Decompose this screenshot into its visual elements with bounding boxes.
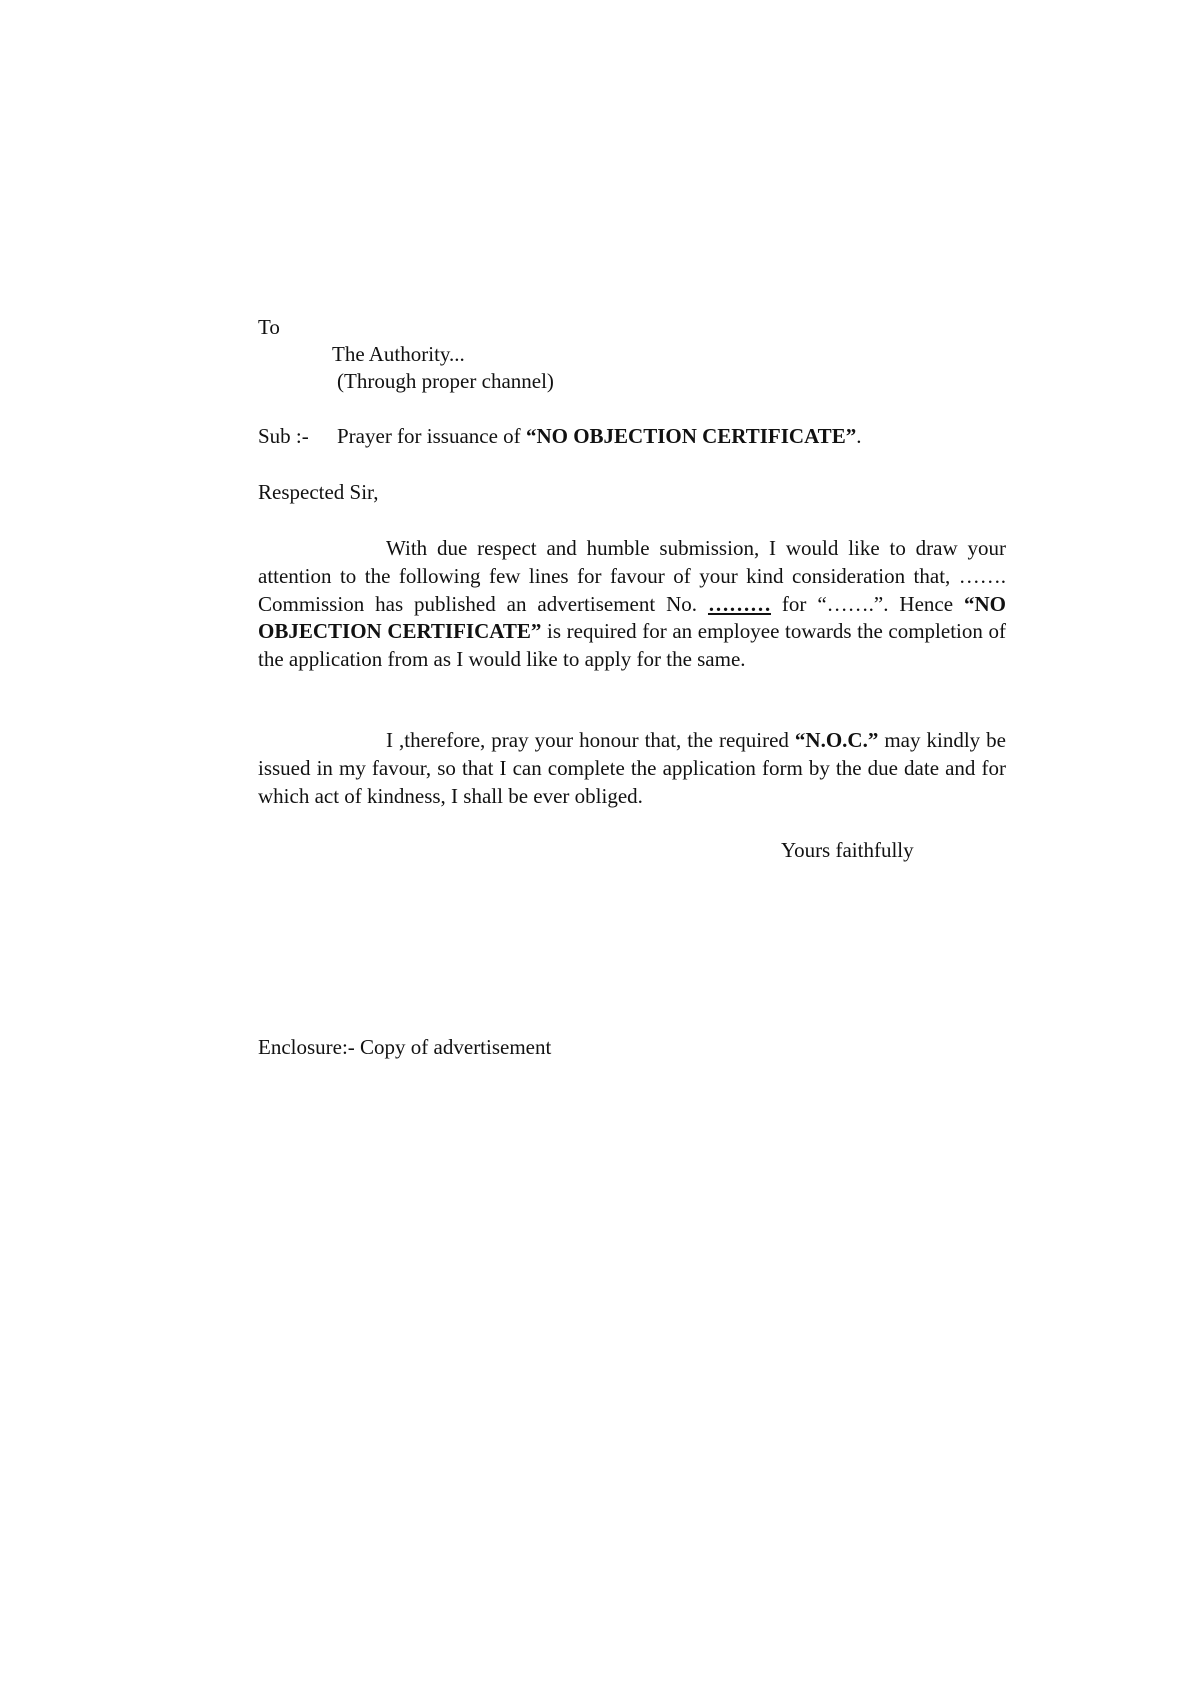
- para1-bold: “NO OBJECTION CERTIFICATE”: [258, 591, 1006, 644]
- enclosure: Enclosure:- Copy of advertisement: [258, 1035, 552, 1059]
- subject-prefix: Prayer for issuance of: [337, 424, 526, 448]
- channel-note: (Through proper channel): [337, 369, 554, 393]
- body-paragraph-2: [258, 727, 1006, 810]
- to-label: To: [258, 315, 280, 339]
- subject-label: Sub :-: [258, 424, 309, 448]
- subject-end: .: [856, 424, 862, 448]
- subject-line: [258, 422, 309, 450]
- para1-text-2: for “…….”. Hence: [770, 591, 964, 616]
- para2-text-2: may kindly be issued in my favour, so that I can complete the application form by the due date and for which act of kindness, I shall be ever obliged.: [258, 728, 1006, 808]
- para1-text-1: With due respect and humble submission, I would like to draw your attention to the following few lines for favour of your kind consideration that, ……. Commission has published an advertisement No.: [258, 536, 1006, 616]
- para2-bold: “N.O.C.”: [794, 728, 879, 752]
- para1-dots: ………: [707, 591, 771, 616]
- subject-text: [337, 422, 861, 450]
- para1-text-3: is required for an employee towards the completion of the application from as I would like to apply for the same.: [258, 619, 1006, 672]
- closing: Yours faithfully: [781, 838, 914, 862]
- para2-text-1: I ,therefore, pray your honour that, the required: [386, 728, 795, 752]
- salutation: Respected Sir,: [258, 480, 379, 504]
- recipient: The Authority...: [332, 342, 465, 366]
- subject-bold: “NO OBJECTION CERTIFICATE”: [525, 424, 857, 448]
- body-paragraph-1: [258, 535, 1006, 674]
